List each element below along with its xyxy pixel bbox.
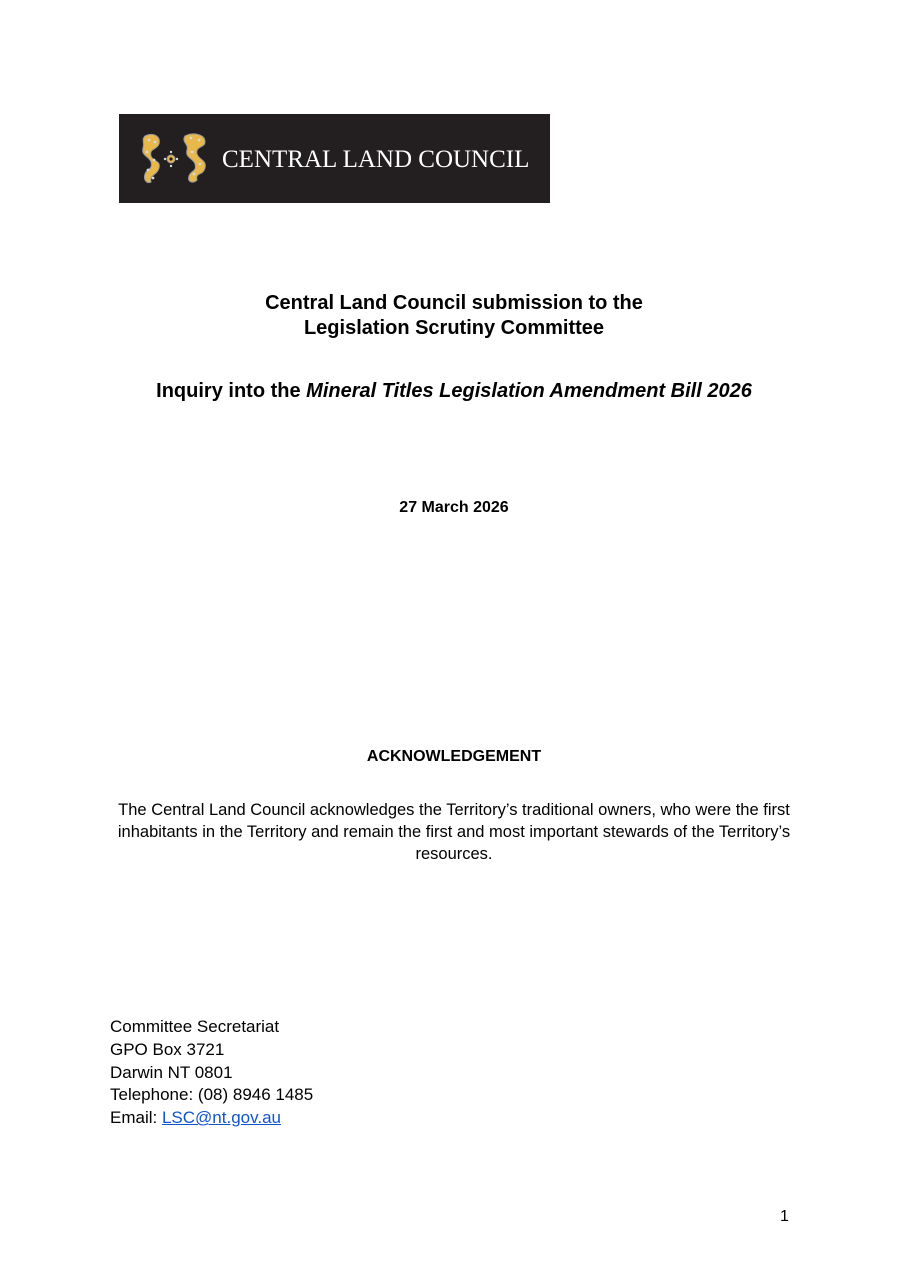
telephone: Telephone: (08) 8946 1485 bbox=[110, 1085, 314, 1105]
page-number: 1 bbox=[780, 1208, 789, 1225]
email-link[interactable]: LSC@nt.gov.au bbox=[161, 1108, 281, 1128]
title-line-1: Central Land Council submission to the bbox=[265, 292, 643, 314]
central-land-council-emblem-icon bbox=[139, 130, 213, 188]
address-block bbox=[110, 1016, 313, 1130]
inquiry-heading bbox=[0, 379, 908, 404]
acknowledgement-body: The Central Land Council acknowledges the Territory’s traditional owners, who were the first inhabitants in the Territory and remain the first and most important stewards of the Territory’s resources. bbox=[117, 801, 791, 863]
logo-banner bbox=[119, 114, 550, 203]
email-label: Email: bbox=[110, 1108, 158, 1128]
document-title bbox=[0, 291, 908, 341]
acknowledgement-heading: ACKNOWLEDGEMENT bbox=[366, 748, 542, 765]
address-line-1: Committee Secretariat bbox=[110, 1017, 280, 1036]
bill-name: Mineral Titles Legislation Amendment Bill 2026 bbox=[306, 380, 752, 402]
submission-date: 27 March 2026 bbox=[399, 499, 509, 516]
address-line-2: GPO Box 3721 bbox=[110, 1039, 225, 1059]
title-line-2: Legislation Scrutiny Committee bbox=[303, 317, 605, 339]
address-line-3: Darwin NT 0801 bbox=[110, 1062, 233, 1082]
inquiry-prefix: Inquiry into the bbox=[156, 380, 301, 402]
logo-text: CENTRAL LAND COUNCIL bbox=[222, 146, 530, 173]
email-row bbox=[110, 1107, 313, 1130]
